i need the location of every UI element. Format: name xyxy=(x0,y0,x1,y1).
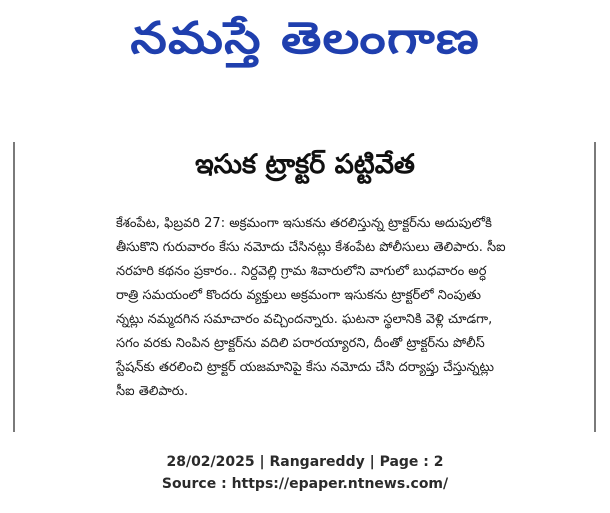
article-line: నరహరి కథనం ప్రకారం.. నిర్దవెల్లి గ్రామ శివారులోని వాగులో బుధవారం అర్ధ xyxy=(116,264,487,279)
article-body xyxy=(116,212,592,404)
frame-right-border xyxy=(594,142,596,432)
article-line: తీసుకొని గురువారం కేసు నమోదు చేసినట్లు కేశంపేట పోలీసులు తెలిపారు. సీఐ xyxy=(116,240,506,255)
source-info: Source : https://epaper.ntnews.com/ xyxy=(161,476,449,492)
article-line: రాత్రి సమయంలో కొందరు వ్యక్తులు అక్రమంగా ఇసుకను ట్రాక్టర్‌లో నింపుతు xyxy=(116,288,482,303)
article-line: సగం వరకు నింపిన ట్రాక్టర్‌ను వదిలి పరారయ్యారని, దీంతో ట్రాక్టర్‌ను పోలీస్ xyxy=(116,336,485,351)
article-line: స్టేషన్‌కు తరలించి ట్రాక్టర్ యజమానిపై కేసు నమోదు చేసి దర్యాప్తు చేస్తున్నట్లు xyxy=(116,360,495,375)
article-line: న్నట్లు నమ్మదగిన సమాచారం వచ్చిందన్నారు. ఘటనా స్థలానికి వెళ్లి చూడగా, xyxy=(116,312,493,327)
edition-info: 28/02/2025 | Rangareddy | Page : 2 xyxy=(166,454,444,470)
article-line: సీఐ తెలిపారు. xyxy=(116,384,189,399)
article-line: కేశంపేట, ఫిబ్రవరి 27: అక్రమంగా ఇసుకను తరలిస్తున్న ట్రాక్టర్‌ను అదుపులోకి xyxy=(116,216,492,231)
footer xyxy=(0,451,610,495)
article-headline: ఇసుక ట్రాక్టర్ పట్టివేత xyxy=(195,149,415,180)
frame-left-border xyxy=(13,142,15,432)
masthead xyxy=(0,4,610,74)
newspaper-logo: నమస్తే తెలంగాణ xyxy=(130,13,480,64)
